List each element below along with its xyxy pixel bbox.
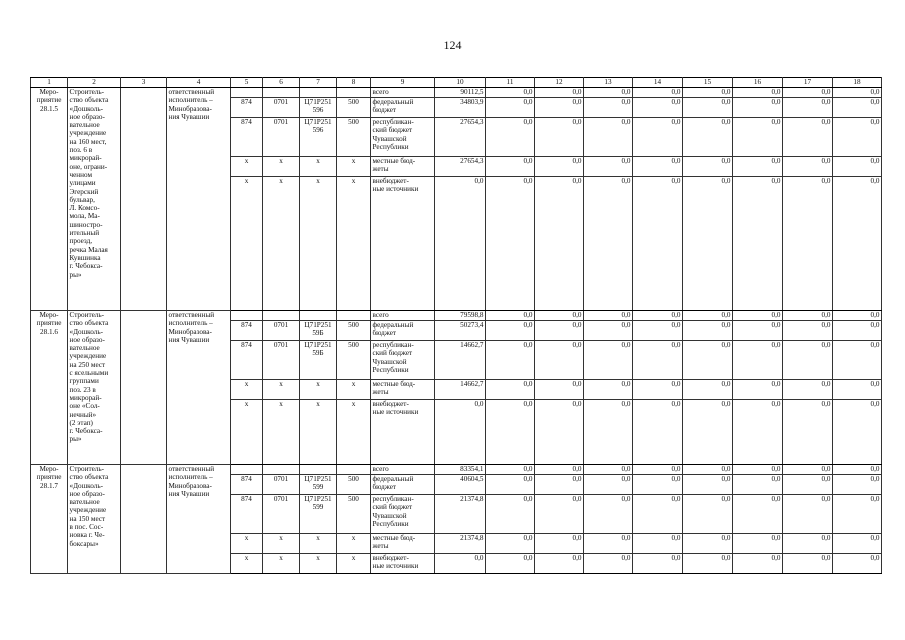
funding-source-cell: федеральный бюджет xyxy=(371,475,435,495)
section-cell: х xyxy=(263,554,300,574)
target-article-cell: Ц71Р251 599 xyxy=(300,475,337,495)
grbs-cell xyxy=(231,465,263,475)
empty-cell xyxy=(121,88,167,311)
table-row xyxy=(31,311,882,321)
year-value-cell: 0,0 xyxy=(486,475,535,495)
year-value-cell: 0,0 xyxy=(584,118,633,157)
year-value-cell: 0,0 xyxy=(683,400,733,465)
section-cell: 0701 xyxy=(263,321,300,341)
year-value-cell: 0,0 xyxy=(584,475,633,495)
year-value-cell: 0,0 xyxy=(535,341,584,380)
column-number-header: 13 xyxy=(584,78,633,88)
column-number-header: 7 xyxy=(300,78,337,88)
total-value-cell: 27654,3 xyxy=(435,157,486,177)
year-value-cell: 0,0 xyxy=(733,341,783,380)
total-value-cell: 90112,5 xyxy=(435,88,486,98)
year-value-cell: 0,0 xyxy=(733,380,783,400)
year-value-cell: 0,0 xyxy=(683,311,733,321)
year-value-cell: 0,0 xyxy=(833,157,882,177)
object-cell: Строитель- ство объекта «Дошколь- ное образо- вательное учреждение на 160 мест, поз. 6 в микрорай- оне, ограни- ченном улицами Эгерский бульвар, Л. Комсо- мола, Ма- шиностро- ительный проезд, речка Малая Кувшинка г. Чебокса- ры» xyxy=(68,88,121,311)
year-value-cell: 0,0 xyxy=(535,380,584,400)
year-value-cell: 0,0 xyxy=(833,400,882,465)
section-cell: х xyxy=(263,157,300,177)
column-number-header: 17 xyxy=(783,78,833,88)
grbs-cell: х xyxy=(231,177,263,311)
grbs-cell: 874 xyxy=(231,118,263,157)
year-value-cell: 0,0 xyxy=(633,554,683,574)
grbs-cell: х xyxy=(231,380,263,400)
year-value-cell: 0,0 xyxy=(733,534,783,554)
year-value-cell: 0,0 xyxy=(633,311,683,321)
year-value-cell: 0,0 xyxy=(584,400,633,465)
responsible-cell: ответственный исполнитель – Минобразова- ния Чувашии xyxy=(167,311,231,465)
year-value-cell: 0,0 xyxy=(783,495,833,534)
column-number-header: 14 xyxy=(633,78,683,88)
funding-source-cell: внебюджет- ные источники xyxy=(371,177,435,311)
year-value-cell: 0,0 xyxy=(783,475,833,495)
column-number-header: 18 xyxy=(833,78,882,88)
expense-type-cell xyxy=(337,311,371,321)
expense-type-cell: х xyxy=(337,400,371,465)
total-value-cell: 34803,9 xyxy=(435,98,486,118)
grbs-cell: х xyxy=(231,157,263,177)
section-cell: 0701 xyxy=(263,118,300,157)
total-value-cell: 21374,8 xyxy=(435,495,486,534)
year-value-cell: 0,0 xyxy=(683,118,733,157)
year-value-cell: 0,0 xyxy=(486,534,535,554)
year-value-cell: 0,0 xyxy=(683,341,733,380)
target-article-cell xyxy=(300,88,337,98)
year-value-cell: 0,0 xyxy=(683,380,733,400)
year-value-cell: 0,0 xyxy=(486,98,535,118)
total-value-cell: 83354,1 xyxy=(435,465,486,475)
total-value-cell: 0,0 xyxy=(435,177,486,311)
year-value-cell: 0,0 xyxy=(633,98,683,118)
year-value-cell: 0,0 xyxy=(486,321,535,341)
target-article-cell: х xyxy=(300,380,337,400)
funding-source-cell: федеральный бюджет xyxy=(371,98,435,118)
year-value-cell: 0,0 xyxy=(733,475,783,495)
expense-type-cell: 500 xyxy=(337,495,371,534)
grbs-cell: х xyxy=(231,554,263,574)
year-value-cell: 0,0 xyxy=(733,157,783,177)
year-value-cell: 0,0 xyxy=(584,98,633,118)
measure-cell: Меро- приятие 28.1.7 xyxy=(31,465,68,574)
year-value-cell: 0,0 xyxy=(733,118,783,157)
funding-source-cell: федеральный бюджет xyxy=(371,321,435,341)
measure-cell: Меро- приятие 28.1.6 xyxy=(31,311,68,465)
year-value-cell: 0,0 xyxy=(683,98,733,118)
year-value-cell: 0,0 xyxy=(833,88,882,98)
funding-source-cell: местные бюд- жеты xyxy=(371,157,435,177)
expense-type-cell: 500 xyxy=(337,341,371,380)
empty-cell xyxy=(121,311,167,465)
year-value-cell: 0,0 xyxy=(535,475,584,495)
object-cell: Строитель- ство объекта «Дошколь- ное образо- вательное учреждение на 250 мест с ясельными группами поз. 23 в микрорай- оне «Сол- нечный» (2 этап) г. Чебокса- ры» xyxy=(68,311,121,465)
year-value-cell: 0,0 xyxy=(683,321,733,341)
grbs-cell: х xyxy=(231,400,263,465)
expense-type-cell: х xyxy=(337,157,371,177)
column-number-header: 12 xyxy=(535,78,584,88)
year-value-cell: 0,0 xyxy=(535,311,584,321)
column-number-header: 15 xyxy=(683,78,733,88)
year-value-cell: 0,0 xyxy=(783,400,833,465)
year-value-cell: 0,0 xyxy=(633,341,683,380)
year-value-cell: 0,0 xyxy=(683,88,733,98)
grbs-cell xyxy=(231,311,263,321)
budget-table xyxy=(30,77,882,574)
header-row xyxy=(31,78,882,88)
year-value-cell: 0,0 xyxy=(535,177,584,311)
year-value-cell: 0,0 xyxy=(783,554,833,574)
funding-source-cell: республикан- ский бюджет Чувашской Республики xyxy=(371,495,435,534)
funding-source-cell: всего xyxy=(371,88,435,98)
year-value-cell: 0,0 xyxy=(486,554,535,574)
year-value-cell: 0,0 xyxy=(833,341,882,380)
expense-type-cell: 500 xyxy=(337,118,371,157)
year-value-cell: 0,0 xyxy=(633,321,683,341)
target-article-cell: Ц71Р251 599 xyxy=(300,495,337,534)
year-value-cell: 0,0 xyxy=(633,157,683,177)
empty-cell xyxy=(121,465,167,574)
year-value-cell: 0,0 xyxy=(683,157,733,177)
year-value-cell: 0,0 xyxy=(733,465,783,475)
year-value-cell: 0,0 xyxy=(584,321,633,341)
year-value-cell: 0,0 xyxy=(733,98,783,118)
section-cell: х xyxy=(263,380,300,400)
year-value-cell: 0,0 xyxy=(683,475,733,495)
total-value-cell: 0,0 xyxy=(435,554,486,574)
year-value-cell: 0,0 xyxy=(486,341,535,380)
funding-source-cell: республикан- ский бюджет Чувашской Республики xyxy=(371,118,435,157)
page-number: 124 xyxy=(443,38,462,52)
grbs-cell: 874 xyxy=(231,98,263,118)
year-value-cell: 0,0 xyxy=(783,157,833,177)
year-value-cell: 0,0 xyxy=(535,554,584,574)
section-cell xyxy=(263,311,300,321)
expense-type-cell: х xyxy=(337,534,371,554)
section-cell: х xyxy=(263,400,300,465)
measure-cell: Меро- приятие 28.1.5 xyxy=(31,88,68,311)
grbs-cell: 874 xyxy=(231,321,263,341)
total-value-cell: 0,0 xyxy=(435,400,486,465)
responsible-cell: ответственный исполнитель – Минобразова- ния Чувашии xyxy=(167,88,231,311)
expense-type-cell xyxy=(337,465,371,475)
year-value-cell: 0,0 xyxy=(833,380,882,400)
year-value-cell: 0,0 xyxy=(833,118,882,157)
year-value-cell: 0,0 xyxy=(683,534,733,554)
year-value-cell: 0,0 xyxy=(783,98,833,118)
total-value-cell: 40604,5 xyxy=(435,475,486,495)
year-value-cell: 0,0 xyxy=(733,321,783,341)
target-article-cell: Ц71Р251 596 xyxy=(300,118,337,157)
target-article-cell: Ц71Р251 59Б xyxy=(300,321,337,341)
total-value-cell: 14662,7 xyxy=(435,341,486,380)
year-value-cell: 0,0 xyxy=(783,118,833,157)
year-value-cell: 0,0 xyxy=(633,475,683,495)
year-value-cell: 0,0 xyxy=(535,98,584,118)
year-value-cell: 0,0 xyxy=(633,495,683,534)
year-value-cell: 0,0 xyxy=(683,465,733,475)
year-value-cell: 0,0 xyxy=(584,465,633,475)
section-cell: х xyxy=(263,177,300,311)
year-value-cell: 0,0 xyxy=(833,495,882,534)
funding-source-cell: республикан- ский бюджет Чувашской Республики xyxy=(371,341,435,380)
year-value-cell: 0,0 xyxy=(833,321,882,341)
target-article-cell: х xyxy=(300,157,337,177)
year-value-cell: 0,0 xyxy=(486,495,535,534)
year-value-cell: 0,0 xyxy=(833,177,882,311)
year-value-cell: 0,0 xyxy=(584,157,633,177)
column-number-header: 1 xyxy=(31,78,68,88)
target-article-cell: х xyxy=(300,400,337,465)
year-value-cell: 0,0 xyxy=(783,177,833,311)
column-number-header: 4 xyxy=(167,78,231,88)
funding-source-cell: местные бюд- жеты xyxy=(371,380,435,400)
column-number-header: 11 xyxy=(486,78,535,88)
expense-type-cell: 500 xyxy=(337,98,371,118)
year-value-cell: 0,0 xyxy=(683,554,733,574)
total-value-cell: 14662,7 xyxy=(435,380,486,400)
year-value-cell: 0,0 xyxy=(633,534,683,554)
year-value-cell: 0,0 xyxy=(584,88,633,98)
year-value-cell: 0,0 xyxy=(783,534,833,554)
grbs-cell: 874 xyxy=(231,495,263,534)
section-cell: 0701 xyxy=(263,341,300,380)
year-value-cell: 0,0 xyxy=(584,495,633,534)
year-value-cell: 0,0 xyxy=(486,177,535,311)
target-article-cell xyxy=(300,311,337,321)
grbs-cell: 874 xyxy=(231,475,263,495)
target-article-cell xyxy=(300,465,337,475)
year-value-cell: 0,0 xyxy=(783,321,833,341)
funding-source-cell: внебюджет- ные источники xyxy=(371,400,435,465)
section-cell: 0701 xyxy=(263,495,300,534)
year-value-cell: 0,0 xyxy=(486,380,535,400)
year-value-cell: 0,0 xyxy=(584,554,633,574)
target-article-cell: Ц71Р251 596 xyxy=(300,98,337,118)
year-value-cell: 0,0 xyxy=(535,88,584,98)
section-cell: х xyxy=(263,534,300,554)
total-value-cell: 79598,8 xyxy=(435,311,486,321)
year-value-cell: 0,0 xyxy=(783,380,833,400)
expense-type-cell: х xyxy=(337,554,371,574)
year-value-cell: 0,0 xyxy=(486,157,535,177)
year-value-cell: 0,0 xyxy=(733,495,783,534)
year-value-cell: 0,0 xyxy=(486,118,535,157)
column-number-header: 8 xyxy=(337,78,371,88)
expense-type-cell: 500 xyxy=(337,321,371,341)
year-value-cell: 0,0 xyxy=(833,554,882,574)
year-value-cell: 0,0 xyxy=(633,118,683,157)
year-value-cell: 0,0 xyxy=(584,534,633,554)
year-value-cell: 0,0 xyxy=(833,311,882,321)
funding-source-cell: всего xyxy=(371,311,435,321)
year-value-cell: 0,0 xyxy=(535,495,584,534)
total-value-cell: 21374,8 xyxy=(435,534,486,554)
column-number-header: 9 xyxy=(371,78,435,88)
grbs-cell: 874 xyxy=(231,341,263,380)
column-number-header: 2 xyxy=(68,78,121,88)
expense-type-cell: 500 xyxy=(337,475,371,495)
year-value-cell: 0,0 xyxy=(733,311,783,321)
expense-type-cell: х xyxy=(337,380,371,400)
table-row xyxy=(31,88,882,98)
year-value-cell: 0,0 xyxy=(783,88,833,98)
section-cell: 0701 xyxy=(263,475,300,495)
expense-type-cell xyxy=(337,88,371,98)
year-value-cell: 0,0 xyxy=(733,177,783,311)
year-value-cell: 0,0 xyxy=(486,465,535,475)
year-value-cell: 0,0 xyxy=(584,177,633,311)
year-value-cell: 0,0 xyxy=(783,341,833,380)
total-value-cell: 27654,3 xyxy=(435,118,486,157)
year-value-cell: 0,0 xyxy=(535,400,584,465)
year-value-cell: 0,0 xyxy=(584,380,633,400)
year-value-cell: 0,0 xyxy=(633,400,683,465)
funding-source-cell: местные бюд- жеты xyxy=(371,534,435,554)
funding-source-cell: всего xyxy=(371,465,435,475)
year-value-cell: 0,0 xyxy=(783,311,833,321)
year-value-cell: 0,0 xyxy=(683,177,733,311)
grbs-cell xyxy=(231,88,263,98)
year-value-cell: 0,0 xyxy=(833,98,882,118)
responsible-cell: ответственный исполнитель – Минобразова- ния Чувашии xyxy=(167,465,231,574)
year-value-cell: 0,0 xyxy=(833,465,882,475)
column-number-header: 3 xyxy=(121,78,167,88)
year-value-cell: 0,0 xyxy=(833,534,882,554)
year-value-cell: 0,0 xyxy=(584,311,633,321)
year-value-cell: 0,0 xyxy=(783,465,833,475)
year-value-cell: 0,0 xyxy=(633,380,683,400)
year-value-cell: 0,0 xyxy=(486,400,535,465)
year-value-cell: 0,0 xyxy=(633,88,683,98)
object-cell: Строитель- ство объекта «Дошколь- ное образо- вательное учреждение на 150 мест в пос. Сос- новка г. Че- боксары» xyxy=(68,465,121,574)
year-value-cell: 0,0 xyxy=(633,465,683,475)
year-value-cell: 0,0 xyxy=(535,534,584,554)
year-value-cell: 0,0 xyxy=(535,321,584,341)
column-number-header: 6 xyxy=(263,78,300,88)
year-value-cell: 0,0 xyxy=(535,465,584,475)
column-number-header: 5 xyxy=(231,78,263,88)
year-value-cell: 0,0 xyxy=(683,495,733,534)
target-article-cell: х xyxy=(300,554,337,574)
year-value-cell: 0,0 xyxy=(733,400,783,465)
year-value-cell: 0,0 xyxy=(535,157,584,177)
year-value-cell: 0,0 xyxy=(733,88,783,98)
year-value-cell: 0,0 xyxy=(733,554,783,574)
table-row xyxy=(31,465,882,475)
year-value-cell: 0,0 xyxy=(584,341,633,380)
expense-type-cell: х xyxy=(337,177,371,311)
section-cell: 0701 xyxy=(263,98,300,118)
total-value-cell: 50273,4 xyxy=(435,321,486,341)
year-value-cell: 0,0 xyxy=(486,311,535,321)
year-value-cell: 0,0 xyxy=(633,177,683,311)
year-value-cell: 0,0 xyxy=(486,88,535,98)
column-number-header: 16 xyxy=(733,78,783,88)
section-cell xyxy=(263,88,300,98)
year-value-cell: 0,0 xyxy=(535,118,584,157)
column-number-header: 10 xyxy=(435,78,486,88)
funding-source-cell: внебюджет- ные источники xyxy=(371,554,435,574)
target-article-cell: х xyxy=(300,534,337,554)
section-cell xyxy=(263,465,300,475)
year-value-cell: 0,0 xyxy=(833,475,882,495)
target-article-cell: Ц71Р251 59Б xyxy=(300,341,337,380)
target-article-cell: х xyxy=(300,177,337,311)
grbs-cell: х xyxy=(231,534,263,554)
